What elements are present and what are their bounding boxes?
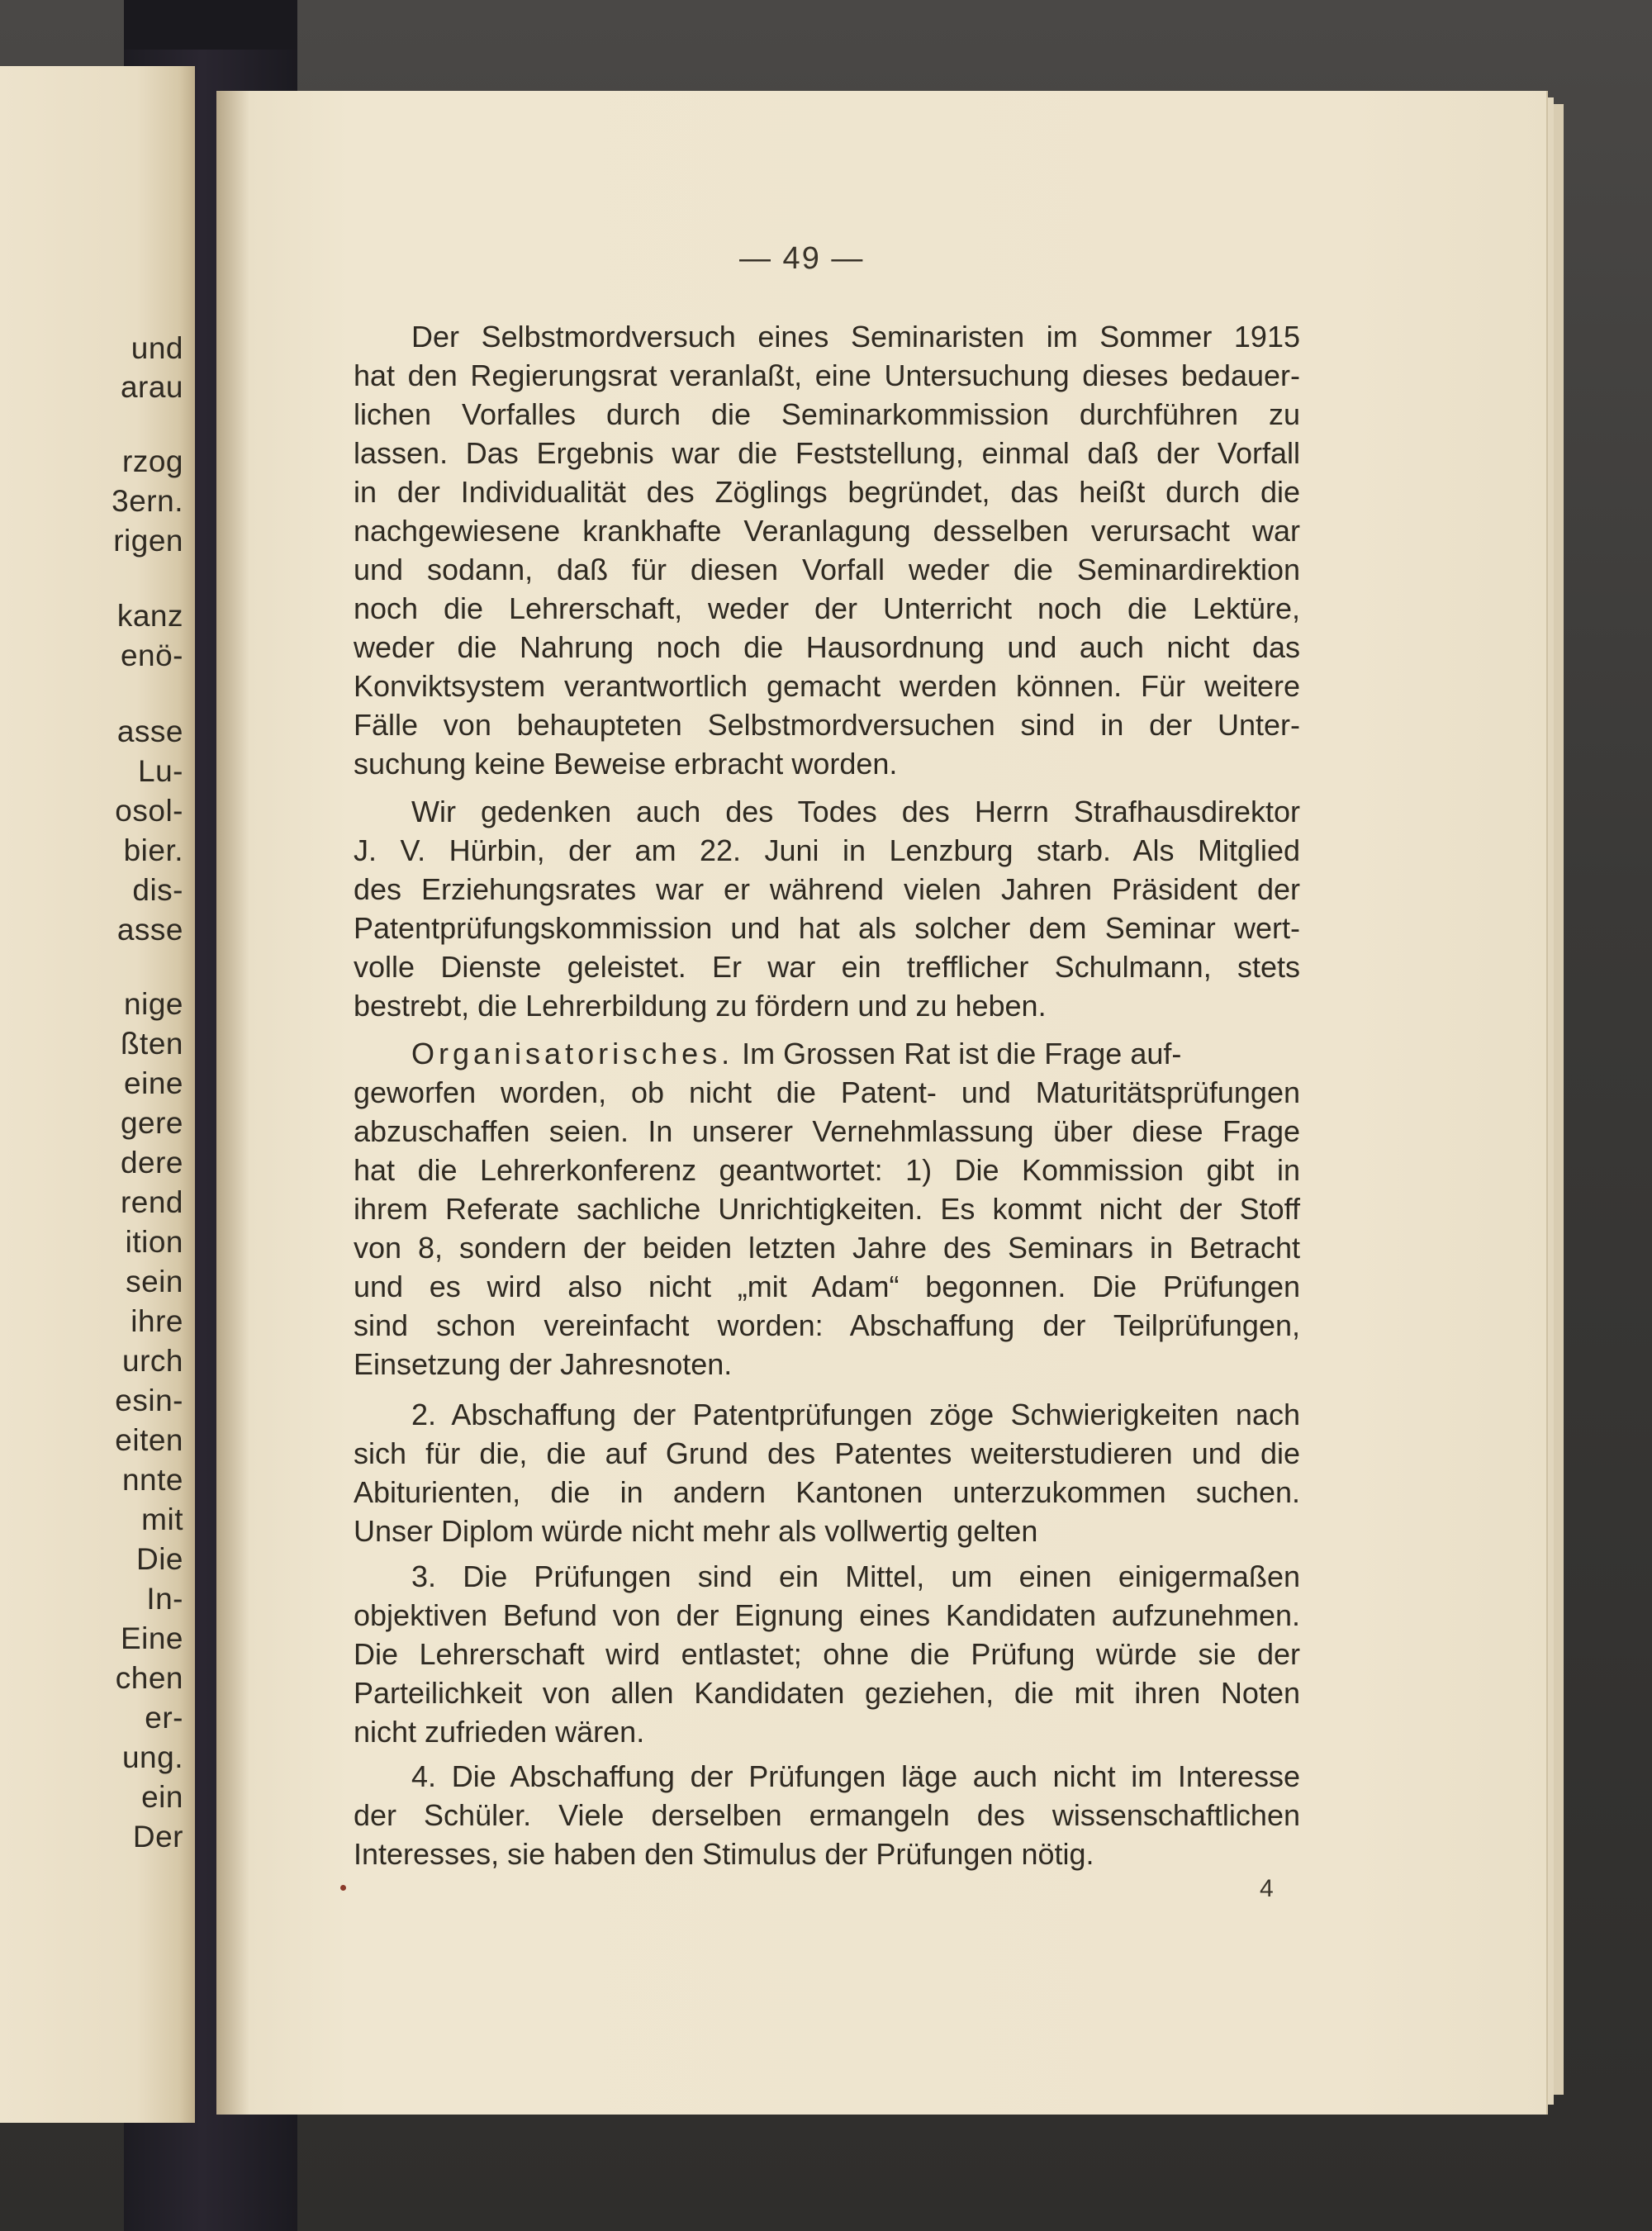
left-fragment: und	[131, 331, 183, 365]
text-line: objektiven Befund von der Eignung eines Kandidaten aufzunehmen.	[354, 1598, 1300, 1632]
text-line: Unser Diplom würde nicht mehr als vollwertig gelten	[354, 1514, 1038, 1548]
text-line: und sodann, daß für diesen Vorfall weder die Seminardirektion	[354, 553, 1300, 586]
left-fragment: bier.	[123, 833, 183, 867]
left-fragment: nnte	[121, 1463, 183, 1497]
left-fragment: eine	[124, 1066, 183, 1100]
text-line: lichen Vorfalles durch die Seminarkommission durchführen zu	[354, 397, 1300, 431]
left-fragment: mit	[141, 1502, 183, 1536]
gutter-shadow	[216, 91, 249, 2115]
text-line: 2. Abschaffung der Patentprüfungen zöge Schwierigkeiten nach	[411, 1398, 1300, 1431]
text-line: geworfen worden, ob nicht die Patent- und Maturitätsprüfungen	[354, 1075, 1300, 1109]
left-fragment: rend	[120, 1185, 183, 1219]
text-line: Abiturienten, die in andern Kantonen unterzukommen suchen.	[354, 1475, 1300, 1509]
text-line: lassen. Das Ergebnis war die Feststellung, einmal daß der Vorfall	[354, 436, 1300, 470]
section-heading: Organisatorisches.	[411, 1037, 734, 1070]
text-line: abzuschaffen seien. In unserer Vernehmlassung über diese Frage	[354, 1114, 1300, 1148]
left-fragment: arau	[120, 370, 183, 404]
left-fragment: ßten	[120, 1027, 183, 1061]
left-fragment: asse	[116, 913, 183, 947]
left-fragment: Der	[132, 1820, 183, 1854]
binding-top	[124, 0, 297, 50]
left-fragment: ihre	[131, 1304, 183, 1338]
text-line: Interesses, sie haben den Stimulus der Prüfungen nötig.	[354, 1837, 1094, 1871]
text-line: Einsetzung der Jahresnoten.	[354, 1347, 733, 1381]
text-line: Konviktsystem verantwortlich gemacht werden können. Für weitere	[354, 669, 1300, 703]
page-number-header: — 49 —	[739, 241, 865, 276]
text-line: ihrem Referate sachliche Unrichtigkeiten. Es kommt nicht der Stoff	[354, 1192, 1300, 1226]
left-fragment: gere	[120, 1106, 183, 1140]
left-fragment: In-	[146, 1582, 183, 1616]
left-fragment: ung.	[121, 1740, 183, 1774]
text-line: volle Dienste geleistet. Er war ein trefflicher Schulmann, stets	[354, 950, 1300, 984]
text-line: hat den Regierungsrat veranlaßt, eine Untersuchung dieses bedauer-	[354, 358, 1300, 392]
left-fragment: urch	[122, 1344, 183, 1378]
text-line: suchung keine Beweise erbracht worden.	[354, 747, 898, 781]
left-fragment: Lu-	[138, 754, 183, 788]
text-line: und es wird also nicht „mit Adam“ begonnen. Die Prüfungen	[354, 1270, 1300, 1303]
text-line: noch die Lehrerschaft, weder der Unterricht noch die Lektüre,	[354, 591, 1300, 625]
text-line: nachgewiesene krankhafte Veranlagung desselben verursacht war	[354, 514, 1300, 548]
text-line: hat die Lehrerkonferenz geantwortet: 1) Die Kommission gibt in	[354, 1153, 1300, 1187]
text-line: Fälle von behaupteten Selbstmordversuchen sind in der Unter-	[354, 708, 1300, 742]
left-fragment: kanz	[116, 599, 183, 633]
signature-mark: 4	[1260, 1875, 1274, 1902]
left-fragment: Die	[135, 1542, 183, 1576]
text-line: von 8, sondern der beiden letzten Jahre des Seminars in Betracht	[354, 1231, 1300, 1265]
left-fragment: sein	[126, 1265, 183, 1298]
left-fragment: dis-	[132, 873, 183, 907]
text-line: der Schüler. Viele derselben ermangeln des wissenschaftlichen	[354, 1798, 1300, 1832]
page-edge	[1553, 104, 1564, 2095]
text-line: bestrebt, die Lehrerbildung zu fördern und zu heben.	[354, 989, 1047, 1023]
text-line: Parteilichkeit von allen Kandidaten geziehen, die mit ihren Noten	[354, 1676, 1300, 1710]
left-fragment: asse	[116, 714, 183, 748]
text-line: 3. Die Prüfungen sind ein Mittel, um einen einigermaßen	[411, 1559, 1300, 1593]
left-fragment: dere	[120, 1146, 183, 1180]
left-fragment: nige	[124, 987, 183, 1021]
ink-dot	[340, 1885, 346, 1891]
text-line: Der Selbstmordversuch eines Seminaristen im Sommer 1915	[411, 320, 1300, 354]
left-fragment: rzog	[122, 444, 183, 478]
left-fragment: ein	[141, 1780, 183, 1814]
left-fragment: 3ern.	[112, 484, 183, 518]
text-line: Im Grossen Rat ist die Frage auf-	[742, 1037, 1182, 1070]
left-page	[0, 66, 195, 2123]
text-line: des Erziehungsrates war er während vielen Jahren Präsident der	[354, 872, 1300, 906]
left-fragment: chen	[115, 1661, 183, 1695]
text-line: J. V. Hürbin, der am 22. Juni in Lenzburg starb. Als Mitglied	[354, 833, 1300, 867]
text-line: sind schon vereinfacht worden: Abschaffung der Teilprüfungen,	[354, 1308, 1300, 1342]
text-line: 4. Die Abschaffung der Prüfungen läge auch nicht im Interesse	[411, 1759, 1300, 1793]
left-fragment: er-	[145, 1701, 183, 1735]
text-line: weder die Nahrung noch die Hausordnung und auch nicht das	[354, 630, 1300, 664]
text-line: in der Individualität des Zöglings begründet, das heißt durch die	[354, 475, 1300, 509]
text-line: Wir gedenken auch des Todes des Herrn Strafhausdirektor	[411, 795, 1300, 828]
left-fragment: enö-	[120, 638, 183, 672]
left-fragment: ition	[125, 1225, 183, 1259]
text-line: Patentprüfungskommission und hat als solcher dem Seminar wert-	[354, 911, 1300, 945]
text-line: sich für die, die auf Grund des Patentes weiterstudieren und die	[354, 1436, 1300, 1470]
left-fragment: eiten	[115, 1423, 183, 1457]
left-fragment: esin-	[115, 1384, 183, 1417]
left-fragment: osol-	[115, 794, 183, 828]
left-fragment: rigen	[113, 524, 183, 558]
text-line: Die Lehrerschaft wird entlastet; ohne die Prüfung würde sie der	[354, 1637, 1300, 1671]
text-line: nicht zufrieden wären.	[354, 1715, 645, 1749]
left-fragment: Eine	[120, 1621, 183, 1655]
section-heading-line	[411, 1035, 1300, 1073]
